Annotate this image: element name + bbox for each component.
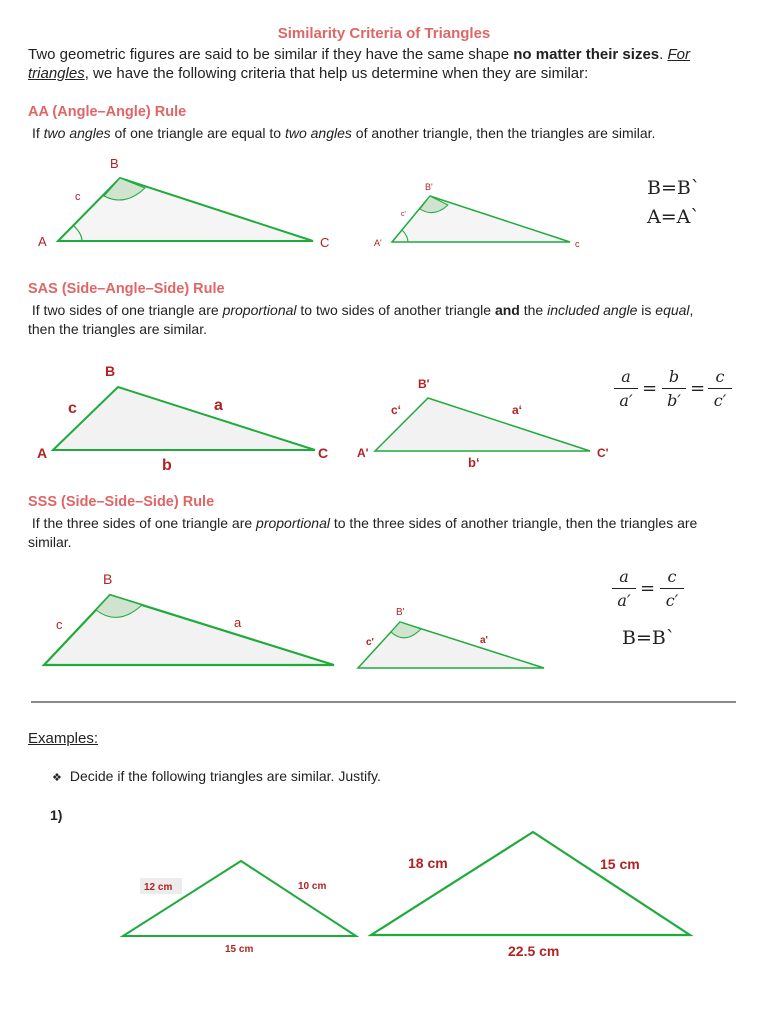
tri1-bottom-label: 15 cm xyxy=(225,944,254,955)
sas-equals-2: = xyxy=(690,378,706,399)
sas-text: If two sides of one triangle are xyxy=(31,302,223,318)
sss-label-b: B xyxy=(103,571,113,587)
aa-label-bp: B' xyxy=(425,182,433,192)
sas-label-a: a xyxy=(214,397,223,414)
aa-text: If xyxy=(32,125,44,141)
aa-text: of one triangle are equal to xyxy=(110,125,285,141)
sas-diagram xyxy=(0,355,768,480)
sas-text: to two sides of another triangle xyxy=(296,302,495,318)
sas-label-ap: a‘ xyxy=(512,403,523,417)
sss-label-ap: a' xyxy=(480,635,488,646)
tri2-right-label: 15 cm xyxy=(600,856,640,872)
sss-fraction-c xyxy=(660,567,684,610)
sss-italic: proportional xyxy=(256,515,330,531)
sss-text: If the three sides of one triangle are xyxy=(31,515,257,531)
example-triangle-2 xyxy=(371,832,690,935)
sas-fraction-c xyxy=(708,367,732,410)
example-number: 1) xyxy=(50,807,63,823)
sas-label-aap: A' xyxy=(357,446,369,460)
sas-label-bb: b xyxy=(162,457,172,474)
sas-frac-num: a xyxy=(614,367,638,389)
sss-text: to the three sides of another triangle, then the triangles are xyxy=(329,515,698,531)
sss-frac-num: a xyxy=(612,567,636,589)
sas-frac-num: c xyxy=(708,367,732,389)
aa-label-cp: c' xyxy=(401,211,406,218)
sss-label-bp: B' xyxy=(396,607,405,618)
sas-equals-1: = xyxy=(642,378,658,399)
aa-label-ap: A' xyxy=(374,238,382,248)
examples-heading: Examples: xyxy=(28,730,99,747)
sss-text-line2: similar. xyxy=(28,534,72,550)
sss-frac-den: c′ xyxy=(665,591,679,610)
intro-text-2: . xyxy=(659,46,668,63)
aa-equation-b: B=Bˋ xyxy=(647,177,701,199)
intro-link-triangles: triangles xyxy=(28,65,85,82)
tri1-left-label: 12 cm xyxy=(144,882,173,893)
sas-italic: proportional xyxy=(222,302,297,318)
sas-label-bp: B' xyxy=(418,377,430,391)
intro-link-for: For xyxy=(667,46,690,63)
intro-paragraph xyxy=(28,45,743,83)
intro-text-3: , we have the following criteria that help us determine when they are similar: xyxy=(84,65,589,82)
aa-triangle-large xyxy=(58,178,313,241)
sas-triangle-small xyxy=(375,398,590,451)
aa-italic: two angles xyxy=(284,125,352,141)
section-divider xyxy=(31,701,736,703)
examples-bullet-text: Decide if the following triangles are similar. Justify. xyxy=(69,768,381,784)
sss-description xyxy=(28,514,743,552)
sas-bold: and xyxy=(494,302,520,318)
sss-label-cp: c' xyxy=(366,637,374,648)
sss-equation-b: B=Bˋ xyxy=(622,627,676,649)
sss-fraction-a xyxy=(612,567,636,610)
sss-frac-num: c xyxy=(660,567,684,589)
sas-triangle-large xyxy=(53,387,315,450)
sss-label-c: c xyxy=(56,617,63,632)
sas-text-line2: then the triangles are similar. xyxy=(28,321,207,337)
intro-text: Two geometric figures are said to be similar if they have the same shape xyxy=(28,46,514,63)
tri1-right-label: 10 cm xyxy=(298,881,327,892)
sas-label-c: c xyxy=(68,400,77,417)
intro-bold: no matter their sizes xyxy=(513,46,660,63)
sas-text: the xyxy=(519,302,548,318)
sas-frac-den: b′ xyxy=(667,391,681,410)
aa-label-c: c xyxy=(75,191,81,203)
examples-bullet xyxy=(52,768,381,784)
sss-equals: = xyxy=(640,578,656,599)
sas-label-cc: C xyxy=(318,445,329,461)
sas-frac-num: b xyxy=(662,367,686,389)
aa-label-a: A xyxy=(38,234,47,249)
sas-italic: included angle xyxy=(547,302,638,318)
tri2-bottom-label: 22.5 cm xyxy=(508,943,560,959)
sas-frac-den: a′ xyxy=(619,391,633,410)
sas-text: , xyxy=(689,302,694,318)
aa-italic: two angles xyxy=(43,125,111,141)
aa-text: of another triangle, then the triangles are similar. xyxy=(351,125,656,141)
sas-heading: SAS (Side–Angle–Side) Rule xyxy=(28,281,225,297)
sas-label-bbp: b‘ xyxy=(468,455,480,470)
sss-triangle-small xyxy=(358,622,544,668)
sas-label-ccp: C' xyxy=(597,446,609,460)
sas-frac-den: c′ xyxy=(713,391,727,410)
aa-triangle-small xyxy=(392,196,570,242)
aa-label-cpp: c xyxy=(575,239,580,249)
aa-heading: AA (Angle–Angle) Rule xyxy=(28,104,187,120)
sas-label-aa: A xyxy=(37,445,48,461)
sss-heading: SSS (Side–Side–Side) Rule xyxy=(28,494,215,510)
sas-fraction-a xyxy=(614,367,638,410)
sas-label-b: B xyxy=(105,363,116,379)
example-diagram xyxy=(0,820,768,970)
sss-triangle-large xyxy=(44,595,334,665)
aa-diagram xyxy=(0,150,768,260)
sss-label-a: a xyxy=(234,615,242,630)
aa-description xyxy=(32,124,747,143)
aa-label-cc: C xyxy=(320,235,330,250)
sss-frac-den: a′ xyxy=(617,591,631,610)
sas-fraction-b xyxy=(662,367,686,410)
aa-label-b: B xyxy=(110,156,119,171)
page-title: Similarity Criteria of Triangles xyxy=(277,25,491,42)
sas-text: is xyxy=(637,302,656,318)
sas-label-cp: c‘ xyxy=(391,403,402,417)
tri2-left-label: 18 cm xyxy=(408,855,448,871)
aa-equation-a: A=Aˋ xyxy=(647,206,700,228)
sas-description xyxy=(28,301,743,339)
sas-italic: equal xyxy=(655,302,690,318)
diamond-bullet-icon: ❖ xyxy=(52,771,62,784)
example-triangle-1 xyxy=(123,861,356,936)
